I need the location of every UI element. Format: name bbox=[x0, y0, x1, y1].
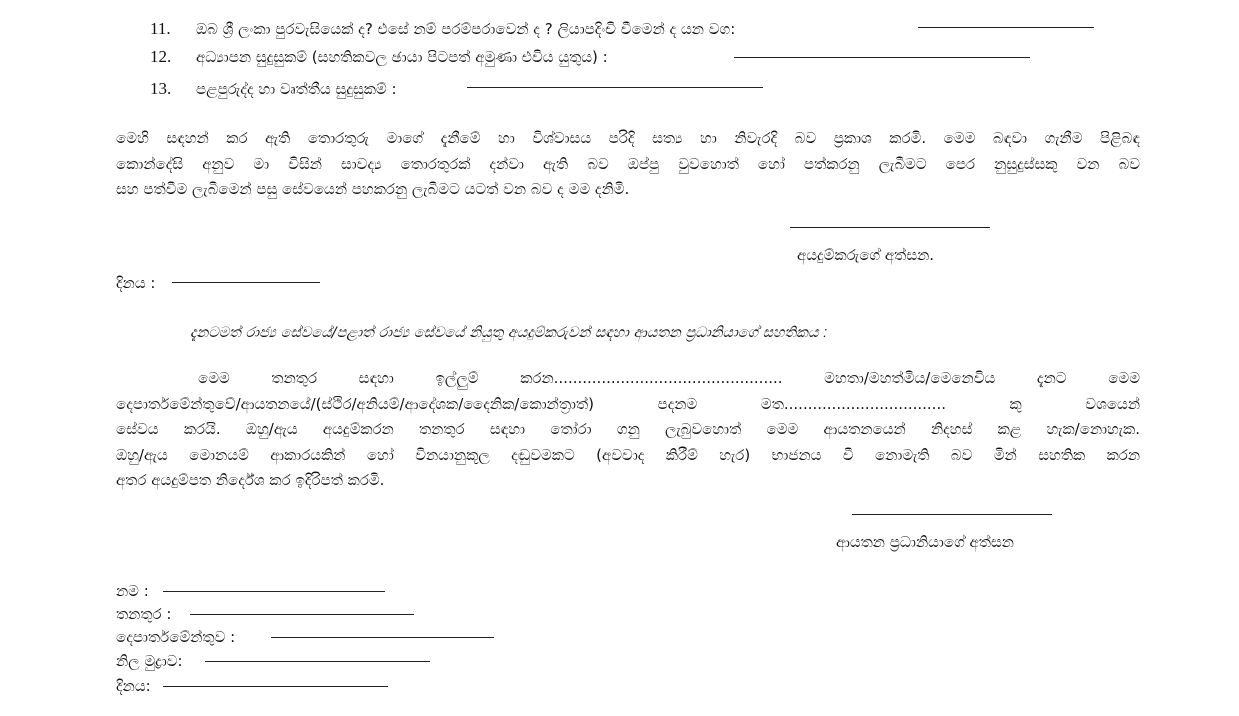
official-stamp-line[interactable] bbox=[205, 661, 430, 662]
declaration-line: කොන්දේසි අනුව මා විසින් සාවද්‍ය තොරතුරක් දන්වා ඇති බව ඔප්පු වුවහොත් හෝ පත්කරනු ලැබීමට පෙර නුසුදුස්සකු වන බව bbox=[116, 154, 1140, 173]
applicant-signature-label: අයදුම්කරුගේ අත්සන. bbox=[797, 246, 935, 264]
footer-date-line[interactable] bbox=[163, 686, 388, 687]
question-number: 13. bbox=[150, 79, 172, 98]
official-stamp-label: නිල මුද්‍රාව: bbox=[116, 652, 183, 670]
answer-line[interactable] bbox=[918, 27, 1094, 28]
declaration-line: සහ පත්වීම ලැබීමෙන් පසු සේවයෙන් පහකරනු ලැබීමට යටත් වන බව ද මම දනිමි. bbox=[116, 180, 630, 198]
head-signature-line[interactable] bbox=[852, 514, 1052, 515]
date-line[interactable] bbox=[172, 282, 320, 283]
answer-line[interactable] bbox=[467, 87, 763, 88]
certificate-heading: දැනටමත් රාජ්‍ය සේවයේ/පළාත් රාජ්‍ය සේවයේ නියුතු අයදුම්කරුවන් සඳහා ආයතන ප්‍රධානියාගේ සහතිකය ׃ bbox=[190, 325, 828, 341]
designation-label: තනතුර : bbox=[116, 605, 172, 623]
answer-line[interactable] bbox=[734, 57, 1030, 58]
certificate-line: ඔහු/ඇය මොනයම් ආකාරයකින් හෝ විනයානුකූල දඬුවමකට (අවවාද කිරීම් හැර) භාජනය වී නොමැති බව මින් සහතික කරන bbox=[116, 445, 1140, 464]
designation-line[interactable] bbox=[190, 614, 414, 615]
footer-date-label: දිනය: bbox=[116, 677, 151, 695]
department-label: දෙපාර්තමේන්තුව : bbox=[116, 628, 236, 646]
name-line[interactable] bbox=[163, 591, 385, 592]
head-signature-label: ආයතන ප්‍රධානියාගේ අත්සන bbox=[836, 533, 1014, 551]
certificate-line: අතර අයදුම්පත නිර්දේශ කර ඉදිරිපත් කරමි. bbox=[116, 471, 385, 489]
name-label: නම : bbox=[116, 582, 149, 600]
question-text: ඔබ ශ්‍රී ලංකා පුරවැසියෙක් ද? එසේ නම් පරම්පරාවෙන් ද ? ලියාපදිංචි වීමෙන් ද යන වග: bbox=[196, 20, 736, 38]
certificate-line: සේවය කරයි. ඔහු/ඇය අයදුම්කරන තනතුර සඳහා තෝරා ගනු ලැබුවහොත් මෙම ආයතනයෙන් නිදහස් කළ හැක/නොහැක. bbox=[116, 420, 1140, 438]
question-number: 11. bbox=[150, 19, 171, 38]
certificate-line: මෙම තනතුර සඳහා ඉල්ලුම් කරන................................................ මහතා/මහත්මිය/මෙනෙවිය දැනට මෙම bbox=[198, 369, 1140, 387]
date-label: දිනය : bbox=[116, 274, 156, 292]
declaration-line: මෙහි සඳහන් කර ඇති තොරතුරු මාගේ දැනීමේ හා විශ්වාසය පරිදි සත්‍ය හා නිවැරදි බව ප්‍රකාශ කරමි. මෙම බඳවා ගැනීම පිළිබඳ bbox=[116, 129, 1140, 147]
question-text: පළපුරුද්ද හා වෘත්තීය සුදුසුකම් : bbox=[196, 80, 397, 98]
question-number: 12. bbox=[150, 47, 172, 66]
applicant-signature-line[interactable] bbox=[790, 227, 990, 228]
department-line[interactable] bbox=[271, 637, 494, 638]
declaration-paragraph bbox=[116, 126, 1140, 203]
question-text: අධ්‍යාපන සුදුසුකම් (සහතිකවල ඡායා පිටපත් අමුණා එවිය යුතුය) : bbox=[196, 48, 608, 66]
certificate-line: දෙපාර්තමේන්තුවේ/ආයතනයේ/(ස්ථිර/අනියම්/ආදේශක/දෛනික/කොන්ත්‍රාත්) පදනම මත.................................. කු වශයෙන් bbox=[116, 394, 1140, 413]
certificate-paragraph bbox=[116, 366, 1140, 494]
